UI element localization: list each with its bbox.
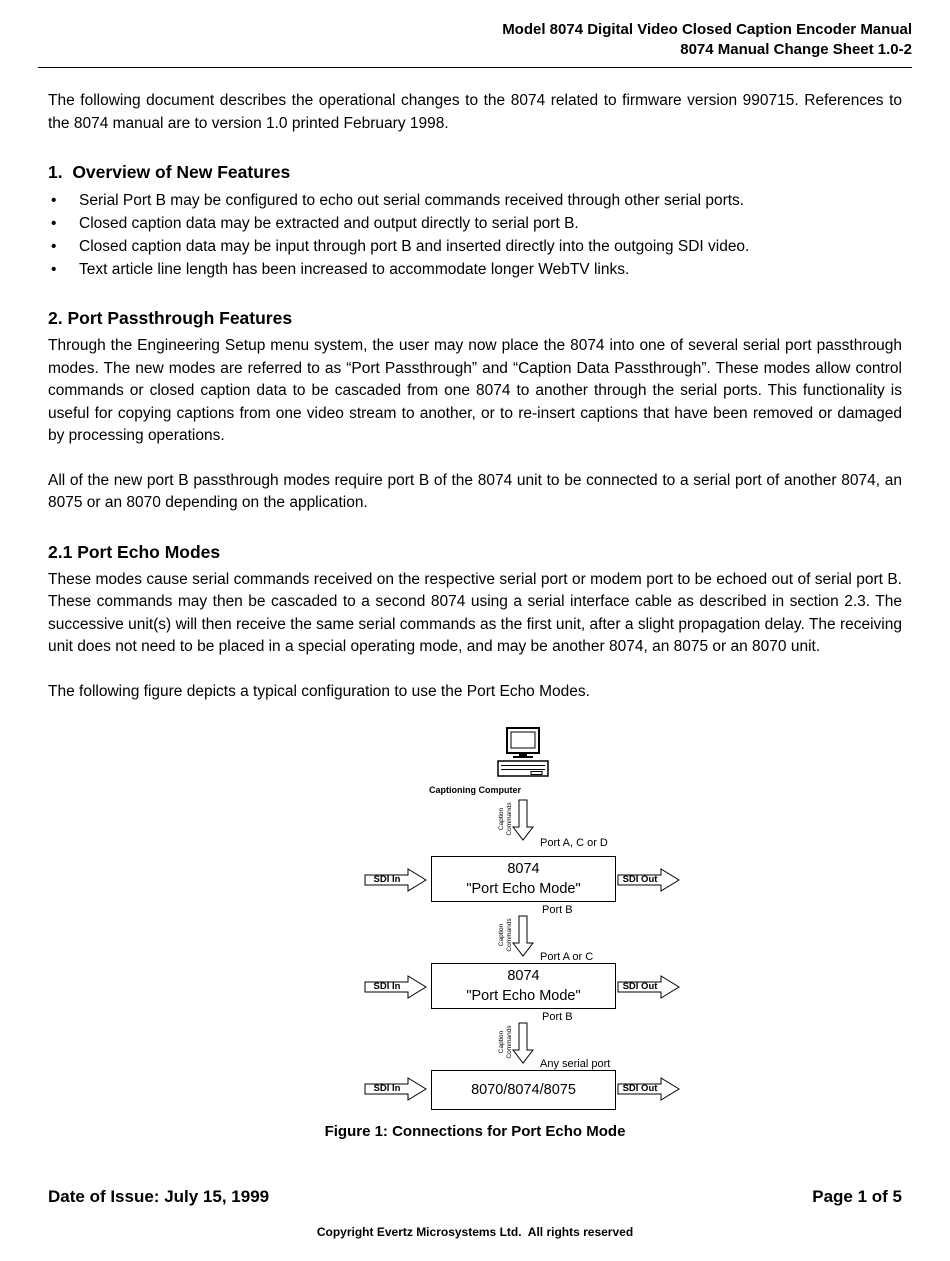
captioning-computer-label: Captioning Computer bbox=[429, 785, 521, 795]
section-2-1-paragraph-1: These modes cause serial commands received on the respective serial port or modem port to be echoed out of serial port B. These commands may then be cascaded to a second 8074 using a serial interface cable as described in section 2.3. The successive unit(s) will then receive the same serial commands as the first unit, after a slight propagation delay. The receiving unit does not need to be placed in a special operating mode, and may be another 8074, an 8075 or an 8070 unit. bbox=[48, 570, 902, 655]
figure-1-diagram bbox=[48, 723, 902, 1115]
bullet-item: • Closed caption data may be extracted and output directly to serial port B. bbox=[48, 212, 902, 235]
encoder-model: 8070/8074/8075 bbox=[471, 1082, 576, 1098]
sdi-in-label: SDI In bbox=[373, 1083, 401, 1094]
page-footer bbox=[48, 1187, 902, 1207]
figure-caption: Figure 1: Connections for Port Echo Mode bbox=[324, 1123, 626, 1140]
port-label: Port B bbox=[542, 1011, 573, 1023]
sdi-out-arrow bbox=[617, 974, 681, 1000]
bullet-item: • Closed caption data may be input through port B and inserted directly into the outgoing SDI video. bbox=[48, 235, 902, 258]
sdi-out-arrow bbox=[617, 1076, 681, 1102]
section-2-1-paragraph-2: The following figure depicts a typical configuration to use the Port Echo Modes. bbox=[48, 682, 590, 700]
section-2-paragraph-2: All of the new port B passthrough modes require port B of the 8074 unit to be connected to a serial port of another 8074, an 8075 or an 8070 depending on the application. bbox=[48, 471, 902, 511]
sdi-in-label: SDI In bbox=[373, 874, 401, 885]
port-label: Port A, C or D bbox=[540, 837, 608, 849]
caption-commands-label: Caption Commands bbox=[498, 1025, 513, 1059]
encoder-mode: "Port Echo Mode" bbox=[466, 881, 581, 897]
sdi-out-label: SDI Out bbox=[622, 981, 658, 992]
sdi-out-label: SDI Out bbox=[622, 874, 658, 885]
section-2-1-heading: 2.1 Port Echo Modes bbox=[48, 541, 221, 562]
header-title-line1: Model 8074 Digital Video Closed Caption Encoder Manual bbox=[502, 21, 912, 38]
captioning-computer-icon bbox=[496, 727, 550, 785]
sdi-out-label: SDI Out bbox=[622, 1083, 658, 1094]
encoder-model: 8074 bbox=[507, 861, 540, 877]
sdi-out-arrow bbox=[617, 867, 681, 893]
port-label: Port B bbox=[542, 904, 573, 916]
encoder-model: 8074 bbox=[507, 968, 540, 984]
bullet-item: • Serial Port B may be configured to echo out serial commands received through other serial ports. bbox=[48, 189, 902, 212]
page-number: Page 1 of 5 bbox=[812, 1187, 902, 1206]
down-arrow-icon bbox=[512, 1022, 534, 1064]
down-arrow-icon bbox=[512, 799, 534, 841]
sdi-in-arrow bbox=[364, 867, 428, 893]
sdi-in-arrow bbox=[364, 974, 428, 1000]
date-of-issue: Date of Issue: July 15, 1999 bbox=[48, 1187, 270, 1206]
section-2-paragraph-1: Through the Engineering Setup menu system, the user may now place the 8074 into one of several serial port passthrough modes. The new modes are referred to as “Port Passthrough” and “Caption Data Passthrough”. These modes allow control commands or closed caption data to be cascaded from one 8074 to another through the serial ports. This functionality is useful for copying captions from one video stream to another, or to re-insert captions that have been removed or damaged by processing operations. bbox=[48, 337, 902, 444]
port-label: Port A or C bbox=[540, 951, 594, 963]
encoder-box-1 bbox=[431, 856, 616, 902]
caption-commands-label: Caption Commands bbox=[498, 918, 513, 952]
page-header bbox=[38, 0, 912, 68]
down-arrow-icon bbox=[512, 915, 534, 957]
copyright-notice: Copyright Evertz Microsystems Ltd. All rights reserved bbox=[316, 1225, 634, 1239]
port-label: Any serial port bbox=[540, 1058, 611, 1070]
bullet-item: • Text article line length has been increased to accommodate longer WebTV links. bbox=[48, 258, 902, 281]
intro-paragraph: The following document describes the operational changes to the 8074 related to firmware version 990715. References to the 8074 manual are to version 1.0 printed February 1998. bbox=[48, 92, 902, 132]
document-body bbox=[48, 90, 902, 1140]
encoder-box-3 bbox=[431, 1070, 616, 1110]
section-2-heading: 2. Port Passthrough Features bbox=[48, 308, 293, 328]
header-title-line2: 8074 Manual Change Sheet 1.0-2 bbox=[680, 41, 912, 58]
encoder-mode: "Port Echo Mode" bbox=[466, 988, 581, 1004]
sdi-in-arrow bbox=[364, 1076, 428, 1102]
caption-commands-label: Caption Commands bbox=[498, 802, 513, 836]
sdi-in-label: SDI In bbox=[373, 981, 401, 992]
section-1-heading: 1. Overview of New Features bbox=[48, 162, 291, 182]
feature-bullet-list bbox=[48, 189, 902, 281]
encoder-box-2 bbox=[431, 963, 616, 1009]
